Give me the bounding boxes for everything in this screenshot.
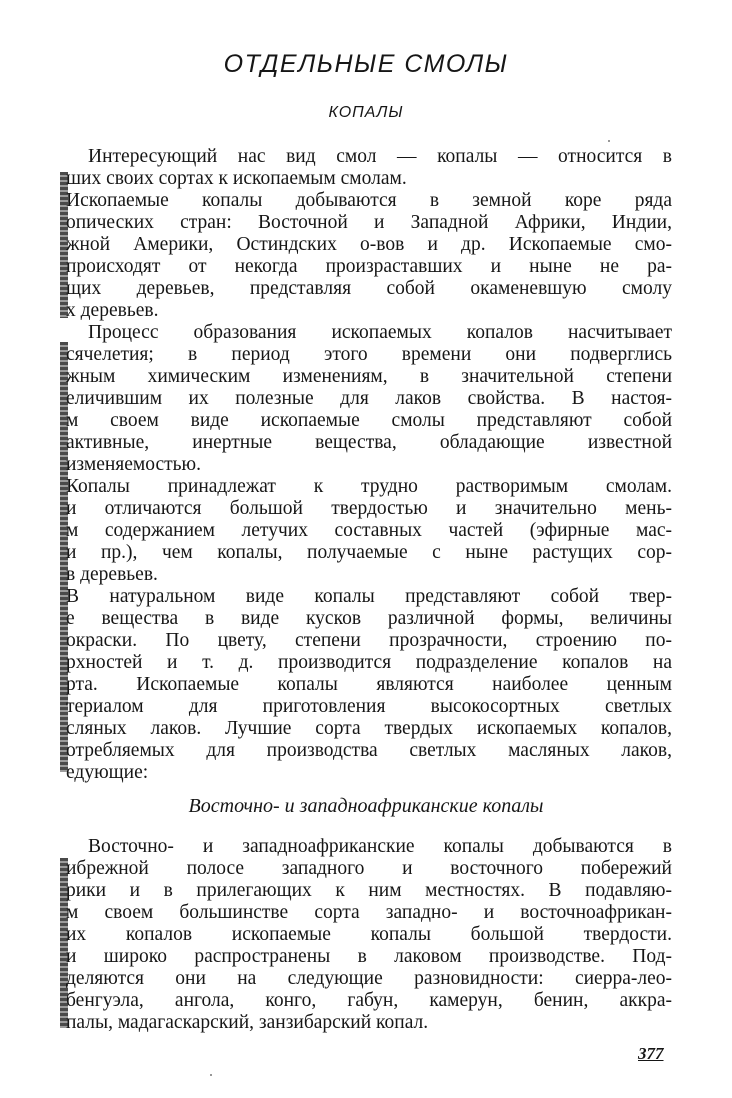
text-line: сляных лаков. Лучшие сорта твердых ископаемых копалов, [66, 718, 672, 739]
text-line: деляются они на следующие разновидности: сиерра-лео- [66, 968, 672, 989]
text-line: еличившим их полезные для лаков свойства. В настоя- [66, 388, 672, 409]
text-line: м содержанием летучих составных частей (эфирные мас- [66, 520, 672, 541]
text-line: жной Америки, Остиндских о-вов и др. Ископаемые смо- [66, 234, 672, 255]
text-line: едующие: [66, 762, 149, 783]
text-line: ибрежной полосе западного и восточного побережий [66, 858, 672, 879]
text-line: В натуральном виде копалы представляют собой твер- [66, 586, 672, 607]
text-line: Ископаемые копалы добываются в земной коре ряда [66, 190, 672, 211]
text-line: х деревьев. [66, 300, 159, 321]
text-line: Копалы принадлежат к трудно растворимым смолам. [66, 476, 672, 497]
text-line: ших своих сортах к ископаемым смолам. [66, 168, 407, 189]
text-line: в деревьев. [66, 564, 158, 585]
dust-speck [608, 140, 610, 142]
text-line: активные, инертные вещества, обладающие известной [66, 432, 672, 453]
text-line: Восточно- и западноафриканские копалы добываются в [88, 836, 672, 857]
page-subtitle: КОПАЛЫ [328, 104, 404, 121]
text-line: отребляемых для производства светлых масляных лаков, [66, 740, 672, 761]
text-line: изменяемостью. [66, 454, 202, 475]
text-line: опических стран: Восточной и Западной Африки, Индии, [66, 212, 672, 233]
text-line: бенгуэла, ангола, конго, габун, камерун, бенин, аккра- [66, 990, 672, 1011]
text-line: м своем большинстве сорта западно- и восточноафрикан- [66, 902, 672, 923]
text-line: Интересующий нас вид смол — копалы — относится в [88, 146, 672, 167]
text-line: рики и в прилегающих к ним местностях. В подавляю- [66, 880, 672, 901]
text-line: Процесс образования ископаемых копалов насчитывает [88, 322, 672, 343]
text-line: и широко распространены в лаковом производстве. Под- [66, 946, 672, 967]
text-line: происходят от некогда произраставших и ныне не ра- [66, 256, 672, 277]
text-line: м своем виде ископаемые смолы представляют собой [66, 410, 672, 431]
text-line: рта. Ископаемые копалы являются наиболее ценным [66, 674, 672, 695]
dust-speck [210, 1074, 212, 1076]
text-line: е вещества в виде кусков различной формы, величины [66, 608, 672, 629]
text-line: жным химическим изменениям, в значительной степени [66, 366, 672, 387]
text-line: щих деревьев, представляя собой окаменевшую смолу [66, 278, 672, 299]
text-line: сячелетия; в период этого времени они подверглись [66, 344, 672, 365]
section-heading: Восточно- и западноафриканские копалы [188, 795, 544, 817]
text-line: и пр.), чем копалы, получаемые с ныне растущих сор- [66, 542, 672, 563]
page-title: ОТДЕЛЬНЫЕ СМОЛЫ [223, 50, 509, 78]
page-number: 377 [638, 1044, 664, 1063]
text-line: териалом для приготовления высокосортных светлых [66, 696, 672, 717]
text-line: их копалов ископаемые копалы большой твердости. [66, 924, 672, 945]
text-line: палы, мадагаскарский, занзибарский копал. [66, 1012, 429, 1033]
text-line: окраски. По цвету, степени прозрачности, строению по- [66, 630, 672, 651]
text-line: и отличаются большой твердостью и значительно мень- [66, 498, 672, 519]
text-line: рхностей и т. д. производится подразделение копалов на [66, 652, 672, 673]
